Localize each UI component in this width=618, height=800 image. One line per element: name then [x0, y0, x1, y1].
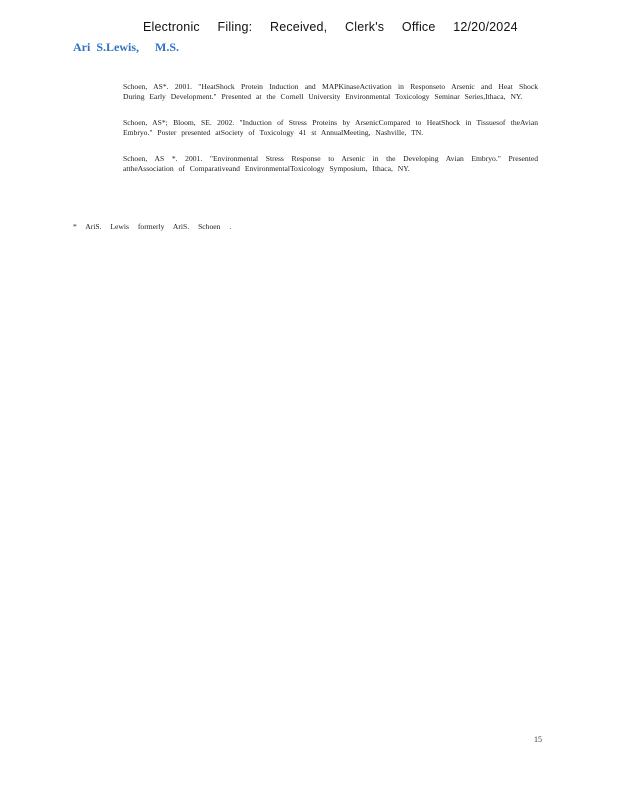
reference-item: Schoen, AS*; Bloom, SE. 2002. "Induction of Stress Proteins by ArsenicCompared to HeatShock in Tissuesof theAvian Embryo." Poster presented atSociety of Toxicology 41 st AnnualMeeting, Nashville, TN.: [123, 118, 538, 137]
reference-list: [123, 82, 538, 190]
reference-item: Schoen, AS*. 2001. "HeatShock Protein Induction and MAPKinaseActivation in Responseto Arsenic and Heat Shock During Early Development." Presented at the Cornell University Environmental Toxicology Seminar Series,Ithaca, NY.: [123, 82, 538, 101]
author-degree: M.S.: [155, 40, 179, 54]
page-number: 15: [534, 735, 542, 744]
author-name: Ari S.Lewis,: [73, 40, 139, 54]
filing-stamp: Electronic Filing: Received, Clerk's Office 12/20/2024: [143, 20, 518, 34]
reference-item: Schoen, AS *. 2001. "Environmental Stress Response to Arsenic in the Developing Avian Embryo." Presented attheAssociation of Comparativeand EnvironmentalToxicology Symposium, Ithaca, NY.: [123, 154, 538, 173]
author-heading: [73, 40, 179, 55]
footnote: * AriS. Lewis formerly AriS. Schoen .: [73, 222, 232, 231]
